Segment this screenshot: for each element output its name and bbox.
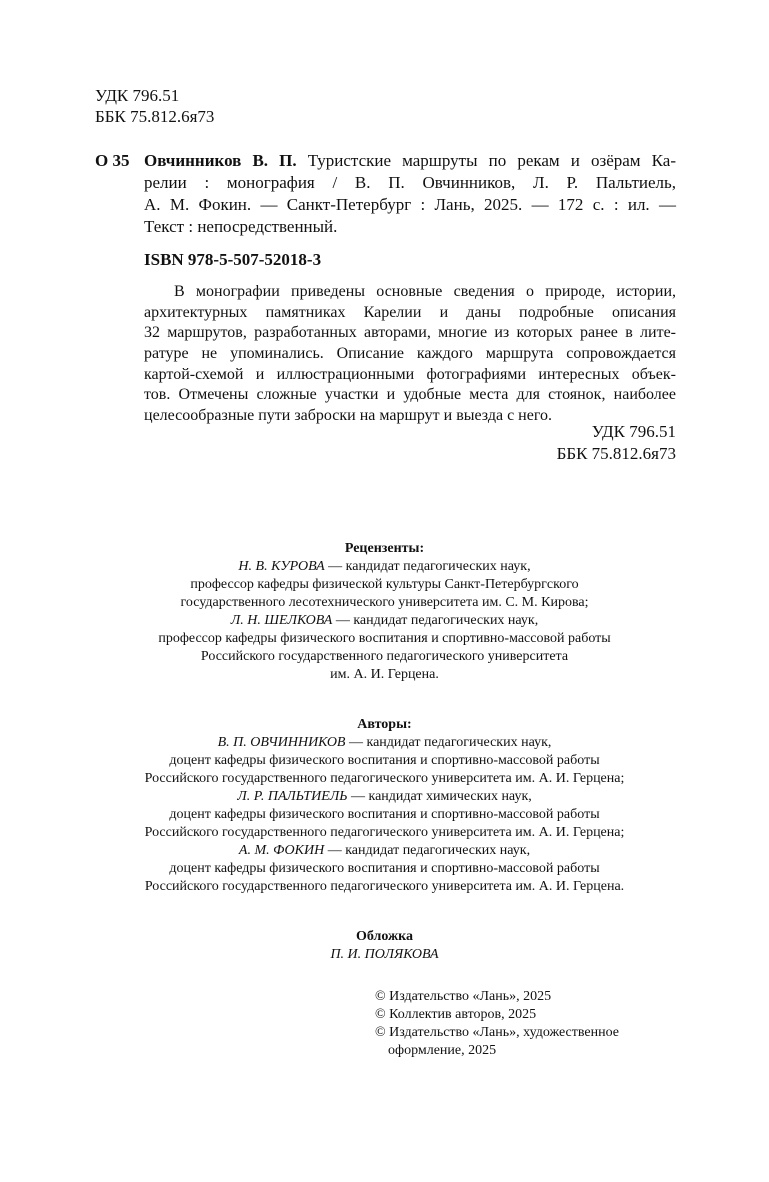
- abstract-line-6: тов. Отмечены сложные участки и удобные места для стоянок, наиболее: [144, 386, 676, 403]
- reviewers-block: [0, 540, 769, 684]
- abstract-line-7: целесообразные пути заброски на маршрут и выезда с него.: [144, 407, 552, 424]
- reviewer-1-line-1: [0, 558, 769, 576]
- reviewer-1-name: Н. В. КУРОВА: [238, 559, 325, 574]
- author-2-name: Л. Р. ПАЛЬТИЕЛЬ: [237, 789, 348, 804]
- entry-line-1: [144, 150, 676, 172]
- author-2-degree: — кандидат химических наук,: [347, 789, 532, 804]
- abstract-line-5: картой-схемой и иллюстрационными фотографиями интересных объек-: [144, 366, 676, 383]
- author-1-name: В. П. ОВЧИННИКОВ: [217, 735, 346, 750]
- reviewer-2-line-1: [0, 612, 769, 630]
- author-2-line-3: Российского государственного педагогического университета им. А. И. Герцена;: [144, 825, 625, 840]
- reviewer-1-line-3: государственного лесотехнического университета им. С. М. Кирова;: [180, 595, 589, 610]
- copyright-3-continued: оформление, 2025: [388, 1043, 497, 1058]
- author-3-degree: — кандидат педагогических наук,: [324, 843, 531, 858]
- reviewer-2-degree: — кандидат педагогических наук,: [332, 613, 539, 628]
- author-1-line-1: [0, 734, 769, 752]
- cover-heading: Обложка: [355, 929, 414, 944]
- abstract-line-2: архитектурных памятниках Карелии и даны подробные описания: [144, 304, 676, 321]
- cover-block: [0, 928, 769, 964]
- author-2-line-2: доцент кафедры физического воспитания и спортивно-массовой работы: [169, 807, 600, 822]
- entry-line-4: Текст : непосредственный.: [144, 217, 338, 236]
- reviewer-2-line-2: профессор кафедры физического воспитания и спортивно-массовой работы: [158, 631, 611, 646]
- author-2-line-1: [0, 788, 769, 806]
- bbk-top: ББК 75.812.6я73: [95, 107, 215, 126]
- bbk-bottom: ББК 75.812.6я73: [556, 444, 676, 463]
- authors-block: [0, 716, 769, 896]
- abstract-line-4: ратуре не упоминались. Описание каждого маршрута сопровождается: [144, 345, 676, 362]
- author-3-line-1: [0, 842, 769, 860]
- entry-code: О 35: [95, 151, 130, 170]
- reviewer-2-line-3: Российского государственного педагогического университета: [200, 649, 569, 664]
- author-1-degree: — кандидат педагогических наук,: [345, 735, 552, 750]
- entry-author: Овчинников В. П.: [144, 151, 297, 170]
- udk-bottom: УДК 796.51: [591, 422, 676, 441]
- copyright-1: © Издательство «Лань», 2025: [375, 989, 552, 1004]
- isbn: ISBN 978-5-507-52018-3: [144, 250, 322, 269]
- copyright-2: © Коллектив авторов, 2025: [375, 1007, 537, 1022]
- cover-artist: П. И. ПОЛЯКОВА: [330, 947, 439, 962]
- author-3-name: А. М. ФОКИН: [238, 843, 325, 858]
- copyright-3: © Издательство «Лань», художественное: [375, 1025, 619, 1040]
- author-3-line-3: Российского государственного педагогического университета им. А. И. Герцена.: [144, 879, 625, 894]
- reviewer-1-line-2: профессор кафедры физической культуры Санкт-Петербургского: [190, 577, 579, 592]
- reviewers-heading: Рецензенты:: [344, 541, 425, 556]
- abstract-line-1: В монографии приведены основные сведения о природе, истории,: [174, 283, 676, 300]
- entry-line-2: релии : монография / В. П. Овчинников, Л. Р. Пальтиель,: [144, 173, 676, 192]
- reviewer-2-name: Л. Н. ШЕЛКОВА: [230, 613, 333, 628]
- authors-heading: Авторы:: [357, 717, 412, 732]
- entry-title-part: Туристские маршруты по рекам и озёрам Ка-: [307, 151, 676, 170]
- author-1-line-2: доцент кафедры физического воспитания и спортивно-массовой работы: [169, 753, 600, 768]
- author-3-line-2: доцент кафедры физического воспитания и спортивно-массовой работы: [169, 861, 600, 876]
- reviewer-2-line-4: им. А. И. Герцена.: [330, 667, 439, 682]
- reviewer-1-degree: — кандидат педагогических наук,: [324, 559, 531, 574]
- entry-line-3: А. М. Фокин. — Санкт-Петербург : Лань, 2025. — 172 с. : ил. —: [144, 195, 676, 214]
- author-1-line-3: Российского государственного педагогического университета им. А. И. Герцена;: [144, 771, 625, 786]
- udk-top: УДК 796.51: [95, 86, 180, 105]
- abstract-line-3: 32 маршрутов, разработанных авторами, многие из которых ранее в лите-: [144, 324, 676, 341]
